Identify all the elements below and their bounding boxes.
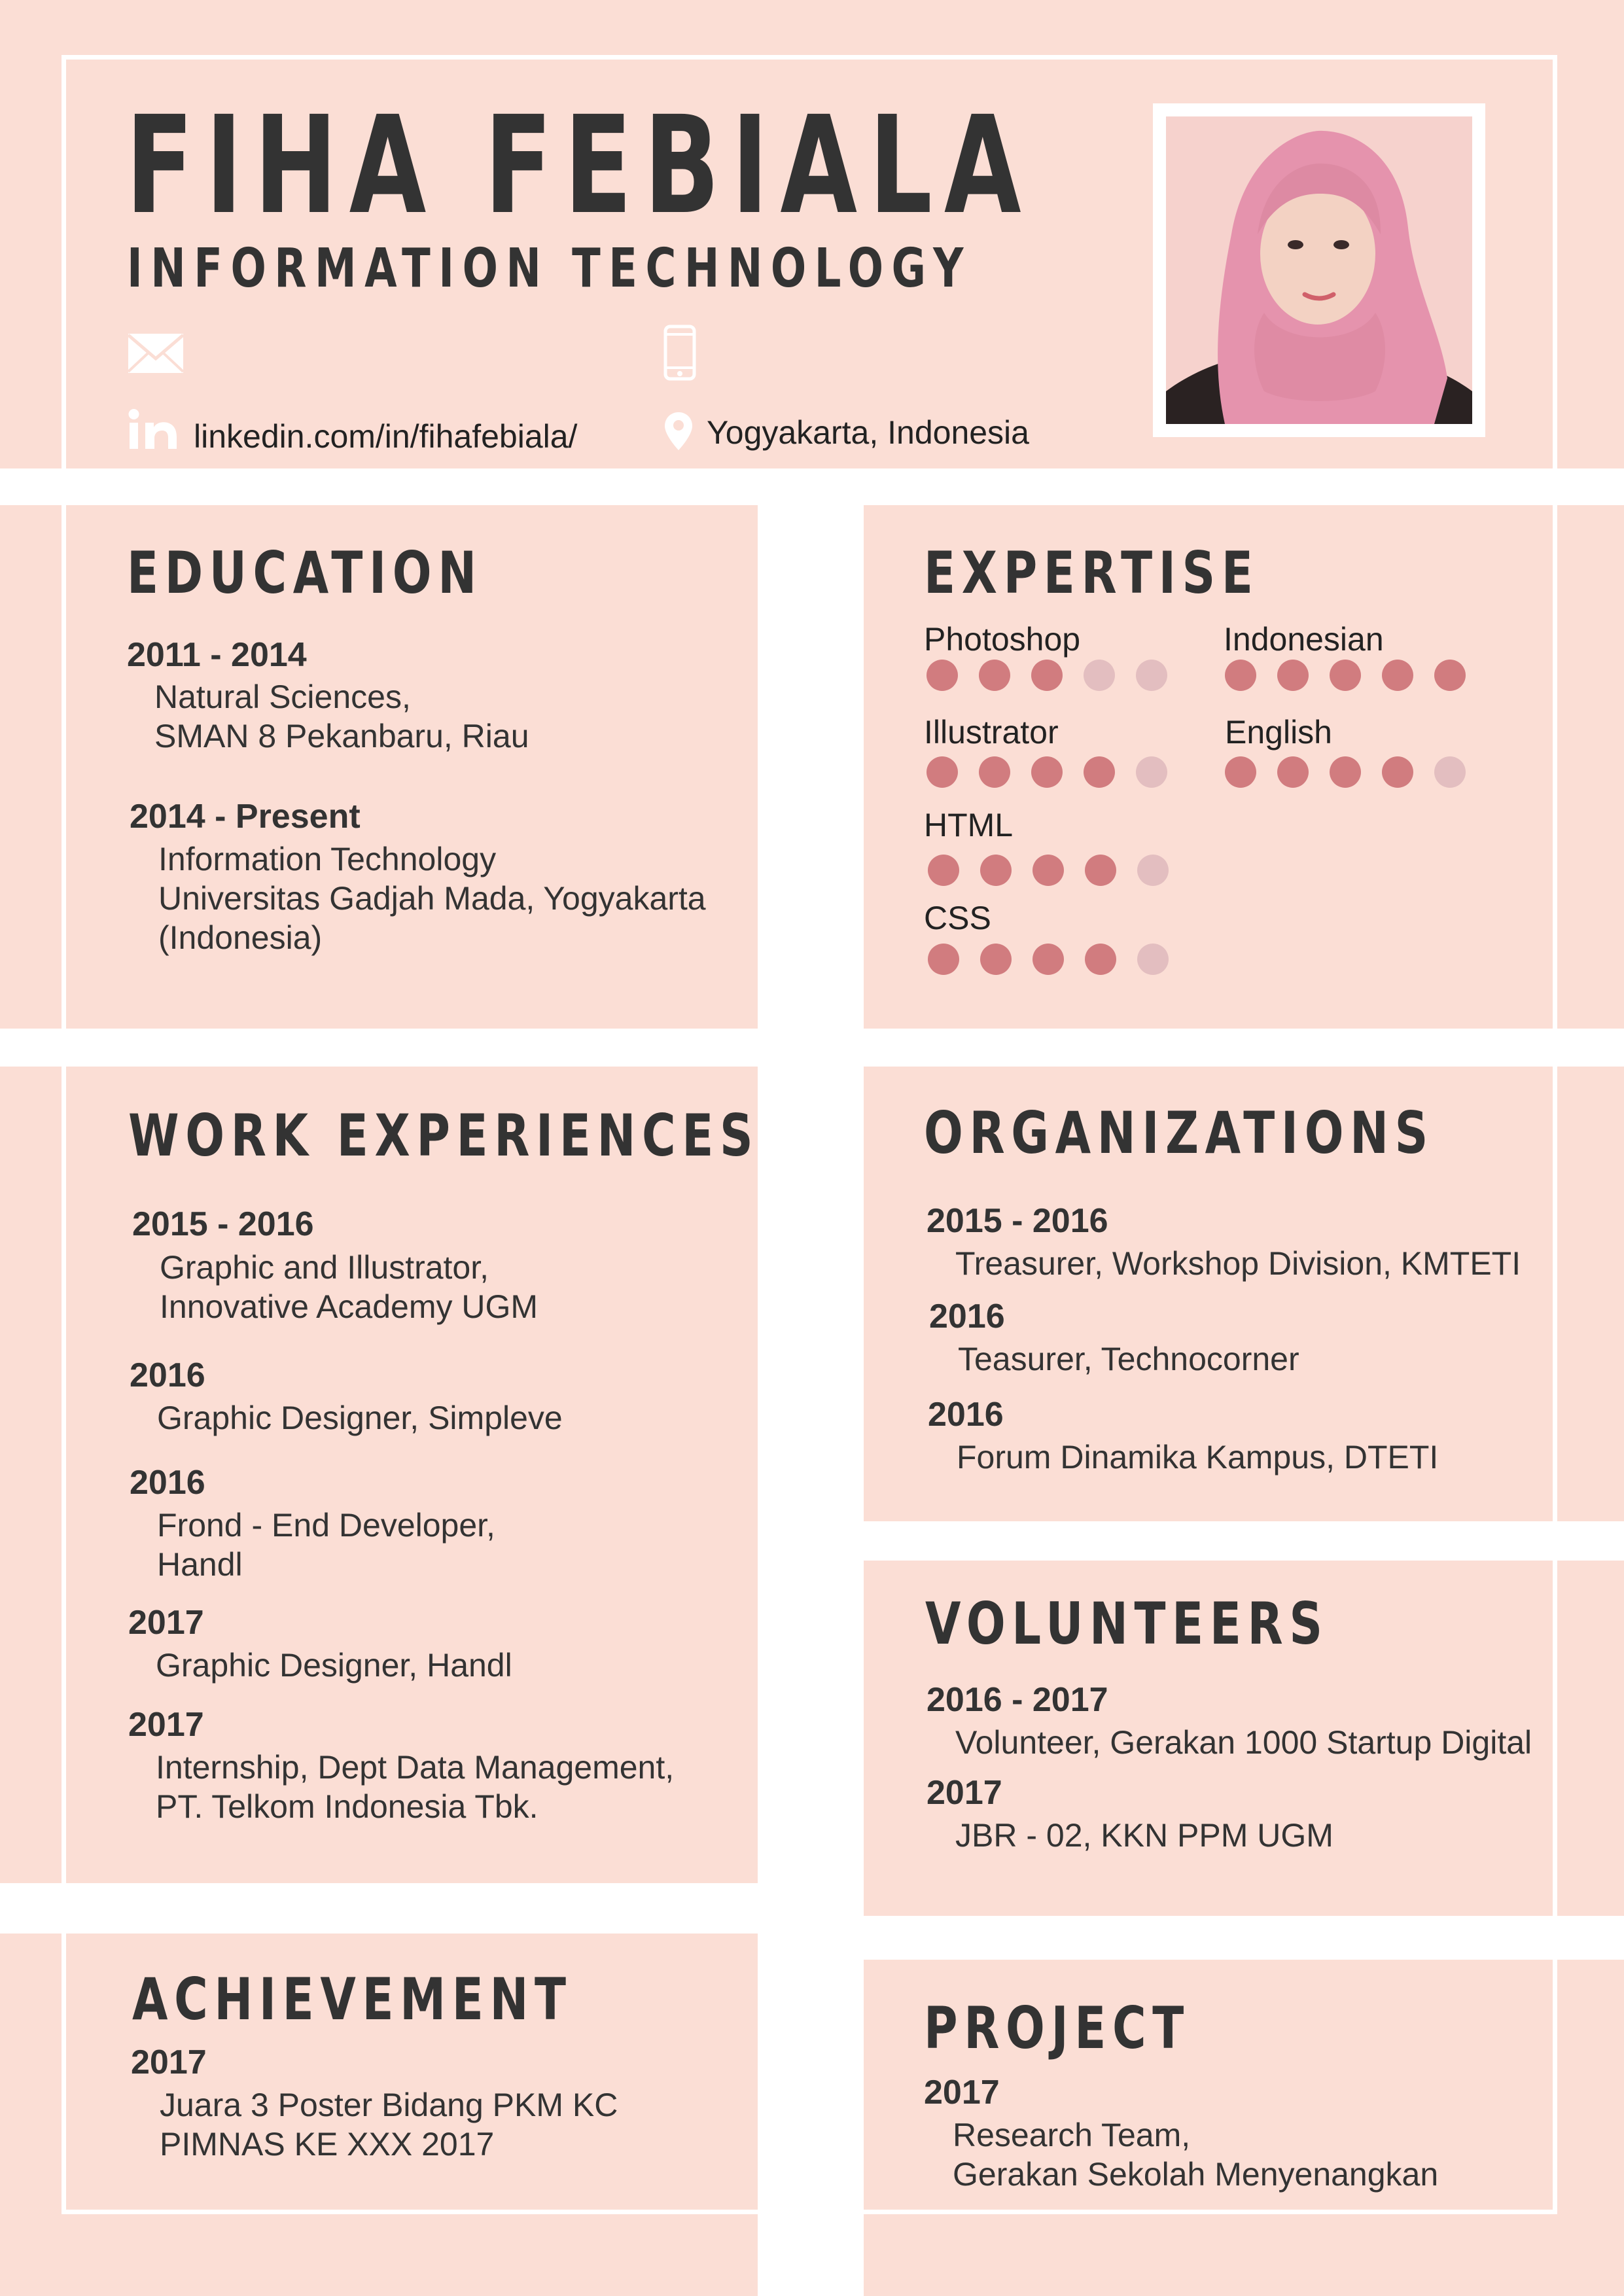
- work-year: 2017: [128, 1604, 204, 1642]
- skill-rating: [927, 660, 1167, 691]
- rating-dot-filled: [1330, 660, 1361, 691]
- profile-photo: [1166, 116, 1472, 424]
- work-title: WORK EXPERIENCES: [128, 1102, 760, 1169]
- work-line: Frond - End Developer,: [157, 1507, 495, 1544]
- volunteers-title: VOLUNTEERS: [925, 1590, 1329, 1657]
- rating-dot-filled: [1033, 855, 1064, 886]
- work-year: 2016: [130, 1464, 205, 1502]
- project-year: 2017: [924, 2074, 1000, 2111]
- rating-dot-filled: [1085, 944, 1116, 975]
- rating-dot-empty: [1137, 944, 1169, 975]
- work-year: 2016: [130, 1356, 205, 1394]
- rating-dot-filled: [1382, 660, 1413, 691]
- rating-dot-filled: [1277, 756, 1309, 788]
- rating-dot-filled: [927, 660, 958, 691]
- work-line: PT. Telkom Indonesia Tbk.: [156, 1788, 538, 1825]
- skill-rating: [1225, 660, 1466, 691]
- work-line: Innovative Academy UGM: [160, 1288, 538, 1325]
- rating-dot-filled: [927, 756, 958, 788]
- rating-dot-filled: [1277, 660, 1309, 691]
- candidate-name: FIHA FEBIALA: [126, 87, 1033, 244]
- work-line: Graphic Designer, Handl: [156, 1647, 512, 1684]
- achievement-year: 2017: [131, 2043, 207, 2081]
- linkedin-link[interactable]: linkedin.com/in/fihafebiala/: [194, 418, 578, 455]
- organizations-line: Forum Dinamika Kampus, DTETI: [957, 1439, 1439, 1475]
- project-line: Gerakan Sekolah Menyenangkan: [953, 2156, 1439, 2193]
- volunteers-line: JBR - 02, KKN PPM UGM: [955, 1817, 1333, 1854]
- project-title: PROJECT: [924, 1994, 1190, 2062]
- rating-dot-empty: [1084, 660, 1115, 691]
- work-year: 2017: [128, 1706, 204, 1744]
- rating-dot-empty: [1434, 756, 1466, 788]
- candidate-title: INFORMATION TECHNOLOGY: [127, 238, 972, 300]
- skill-rating: [1225, 756, 1466, 788]
- education-line: SMAN 8 Pekanbaru, Riau: [154, 718, 529, 754]
- rating-dot-filled: [979, 660, 1010, 691]
- education-year: 2011 - 2014: [127, 636, 307, 674]
- rating-dot-empty: [1136, 660, 1167, 691]
- location-pin-icon: [663, 411, 694, 451]
- achievement-line: PIMNAS KE XXX 2017: [160, 2126, 495, 2163]
- location-text: Yogyakarta, Indonesia: [707, 414, 1029, 451]
- skill-rating: [928, 855, 1169, 886]
- organizations-line: Teasurer, Technocorner: [958, 1341, 1299, 1377]
- skill-name: CSS: [924, 900, 991, 936]
- skill-rating: [927, 756, 1167, 788]
- skill-rating: [928, 944, 1169, 975]
- rating-dot-filled: [1330, 756, 1361, 788]
- education-line: (Indonesia): [158, 919, 323, 956]
- rating-dot-filled: [980, 944, 1012, 975]
- phone-icon: [663, 325, 696, 381]
- achievement-line: Juara 3 Poster Bidang PKM KC: [160, 2087, 618, 2123]
- skill-name: Indonesian: [1224, 621, 1384, 658]
- organizations-year: 2015 - 2016: [927, 1202, 1108, 1240]
- email-icon: [127, 332, 185, 374]
- work-year: 2015 - 2016: [132, 1205, 314, 1243]
- rating-dot-filled: [979, 756, 1010, 788]
- rating-dot-filled: [1031, 660, 1063, 691]
- skill-name: HTML: [924, 807, 1014, 843]
- project-line: Research Team,: [953, 2117, 1191, 2153]
- education-title: EDUCATION: [127, 539, 483, 607]
- rating-dot-filled: [1382, 756, 1413, 788]
- work-line: Graphic and Illustrator,: [160, 1249, 489, 1286]
- rating-dot-filled: [1225, 756, 1256, 788]
- education-line: Universitas Gadjah Mada, Yogyakarta: [158, 880, 706, 917]
- rating-dot-filled: [980, 855, 1012, 886]
- rating-dot-filled: [928, 944, 959, 975]
- rating-dot-filled: [1031, 756, 1063, 788]
- rating-dot-filled: [1085, 855, 1116, 886]
- education-line: Natural Sciences,: [154, 679, 411, 715]
- rating-dot-empty: [1137, 855, 1169, 886]
- rating-dot-filled: [928, 855, 959, 886]
- education-line: Information Technology: [158, 841, 497, 877]
- volunteers-line: Volunteer, Gerakan 1000 Startup Digital: [955, 1724, 1532, 1761]
- organizations-year: 2016: [929, 1298, 1005, 1335]
- skill-name: Photoshop: [924, 621, 1081, 658]
- volunteers-year: 2017: [927, 1774, 1002, 1812]
- work-line: Handl: [157, 1546, 243, 1583]
- rating-dot-filled: [1084, 756, 1115, 788]
- skill-name: Illustrator: [924, 714, 1059, 751]
- work-line: Internship, Dept Data Management,: [156, 1749, 675, 1786]
- achievement-title: ACHIEVEMENT: [132, 1966, 573, 2033]
- rating-dot-filled: [1434, 660, 1466, 691]
- rating-dot-filled: [1225, 660, 1256, 691]
- rating-dot-empty: [1136, 756, 1167, 788]
- organizations-year: 2016: [928, 1396, 1004, 1434]
- linkedin-icon[interactable]: [128, 408, 181, 450]
- rating-dot-filled: [1033, 944, 1064, 975]
- education-year: 2014 - Present: [130, 798, 361, 836]
- organizations-line: Treasurer, Workshop Division, KMTETI: [955, 1245, 1521, 1282]
- skill-name: English: [1225, 714, 1332, 751]
- work-line: Graphic Designer, Simpleve: [157, 1400, 563, 1436]
- expertise-title: EXPERTISE: [924, 539, 1260, 607]
- volunteers-year: 2016 - 2017: [927, 1681, 1108, 1719]
- organizations-title: ORGANIZATIONS: [924, 1099, 1434, 1167]
